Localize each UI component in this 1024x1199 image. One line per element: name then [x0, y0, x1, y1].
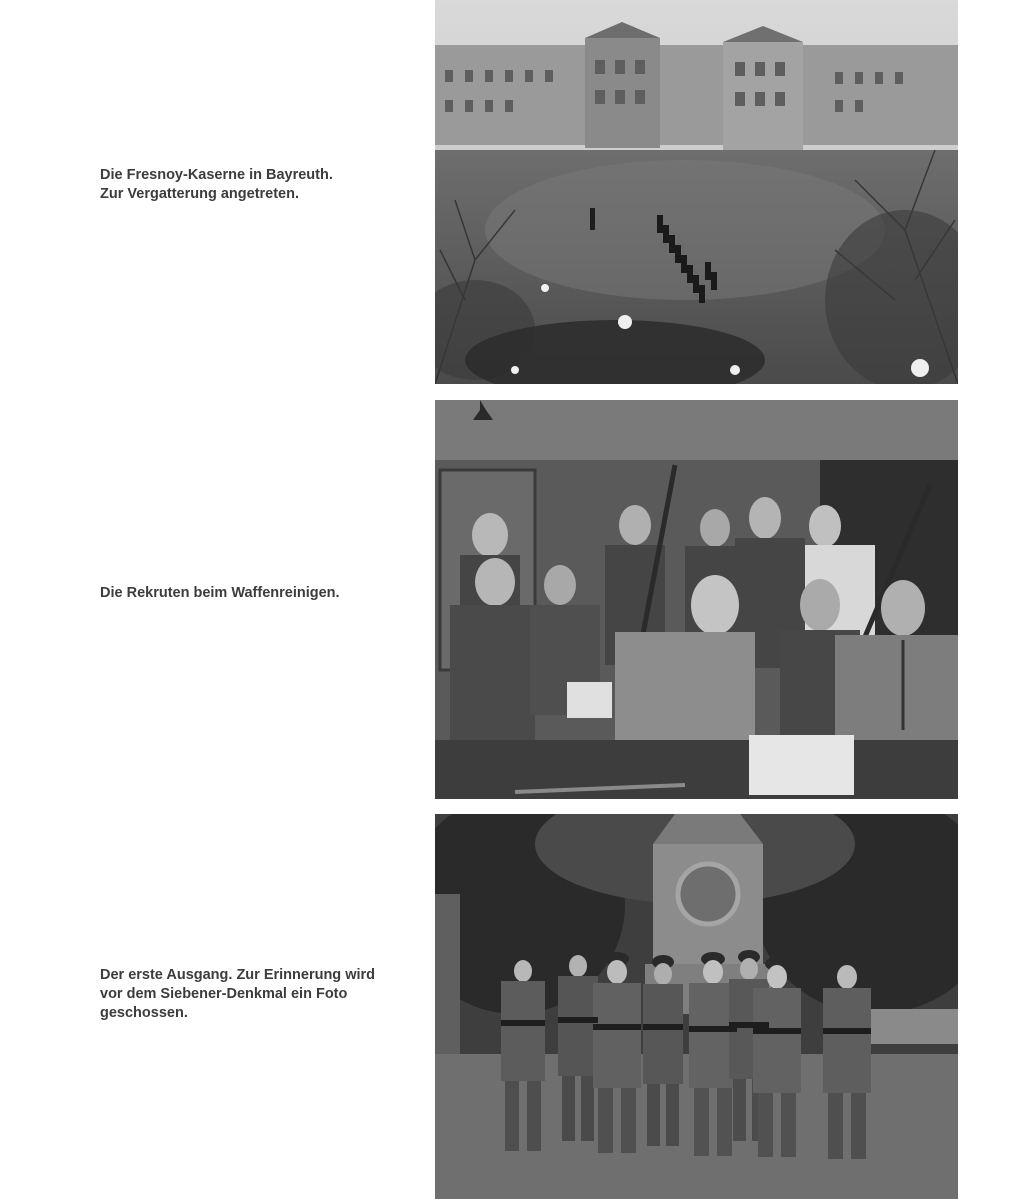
caption-line: Die Fresnoy-Kaserne in Bayreuth. [100, 167, 333, 183]
caption-recruits [100, 584, 420, 603]
caption-monument [100, 966, 420, 1023]
caption-line: geschossen. [100, 1005, 188, 1021]
caption-line: Die Rekruten beim Waffenreinigen. [100, 585, 340, 601]
caption-line: Der erste Ausgang. Zur Erinnerung wird [100, 967, 376, 983]
soldiers-group-at-monument-photo [435, 814, 958, 1199]
recruits-cleaning-weapons-photo [435, 400, 958, 799]
caption-barracks [100, 166, 420, 204]
caption-line: Zur Vergatterung angetreten. [100, 186, 300, 202]
barracks-parade-photo [435, 0, 958, 384]
caption-line: vor dem Siebener-Denkmal ein Foto [100, 986, 348, 1002]
